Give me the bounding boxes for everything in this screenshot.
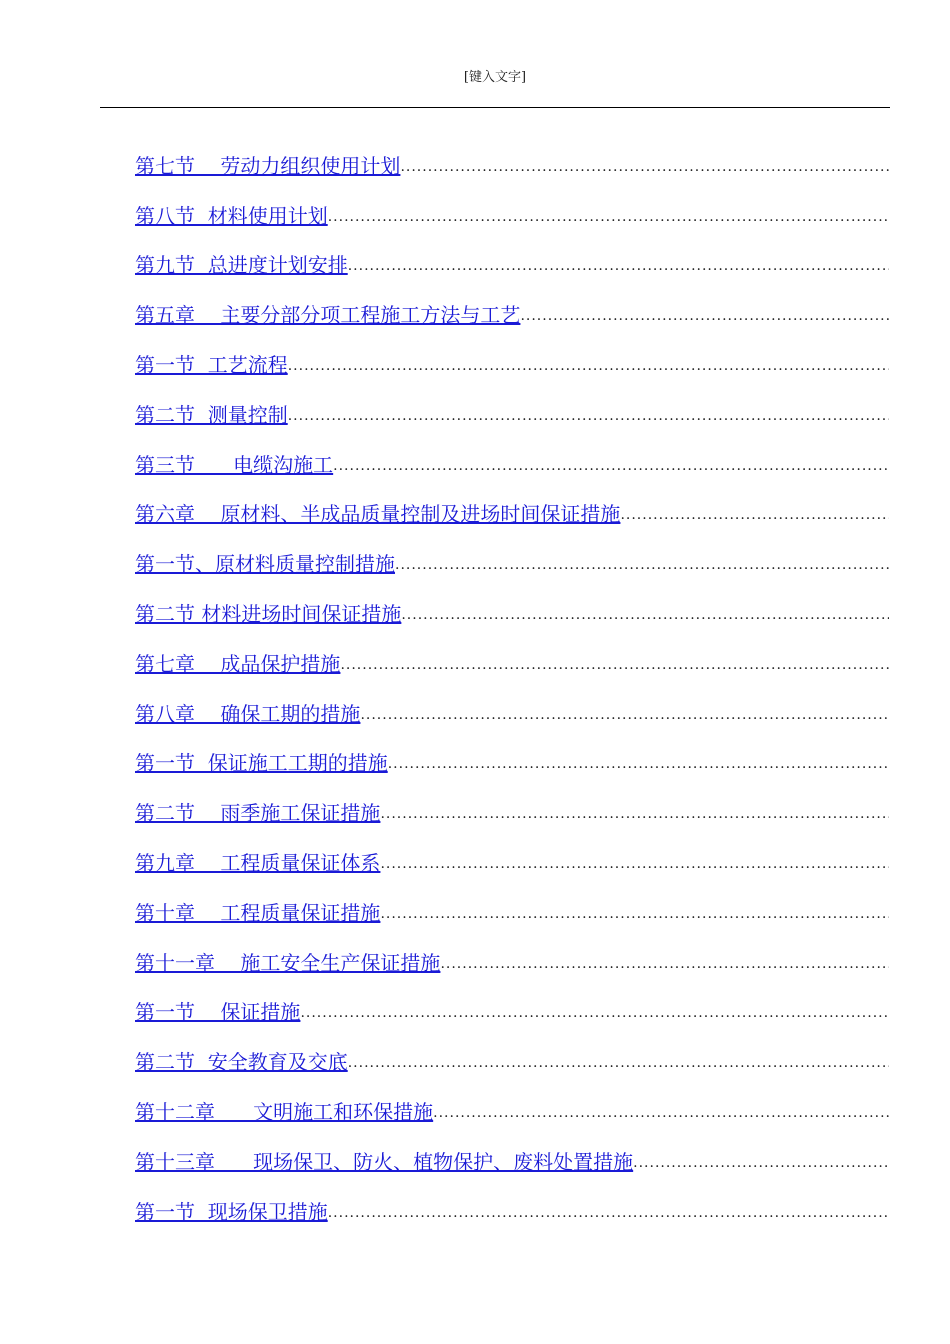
toc-link[interactable]: 第九节 总进度计划安排 [135, 253, 348, 278]
toc-link[interactable]: 第二节 材料进场时间保证措施 [135, 601, 402, 626]
toc-dot-leader [440, 955, 889, 977]
toc-link[interactable]: 第十二章 文明施工和环保措施 [135, 1099, 434, 1124]
toc-link[interactable]: 第六章 原材料、半成品质量控制及进场时间保证措施 [135, 502, 621, 527]
toc-dot-leader [333, 457, 889, 479]
toc-link[interactable]: 第一节 保证措施 [135, 1000, 301, 1025]
table-of-contents [135, 130, 889, 1226]
toc-dot-leader [328, 208, 889, 230]
toc-entry [135, 379, 889, 429]
toc-entry [135, 777, 889, 827]
toc-entry [135, 1076, 889, 1126]
toc-link[interactable]: 第七章 成品保护措施 [135, 651, 341, 676]
toc-entry [135, 479, 889, 529]
toc-dot-leader [433, 1104, 889, 1126]
toc-link[interactable]: 第二节 雨季施工保证措施 [135, 801, 381, 826]
toc-dot-leader [288, 407, 889, 429]
toc-link[interactable]: 第二节 测量控制 [135, 402, 288, 427]
toc-entry [135, 130, 889, 180]
toc-link[interactable]: 第二节 安全教育及交底 [135, 1050, 348, 1075]
toc-dot-leader [300, 1004, 889, 1026]
toc-dot-leader [328, 1204, 889, 1226]
toc-entry [135, 1176, 889, 1226]
toc-link[interactable]: 第一节、原材料质量控制措施 [135, 552, 395, 577]
toc-link[interactable]: 第五章 主要分部分项工程施工方法与工艺 [135, 303, 521, 328]
toc-dot-leader [620, 506, 889, 528]
toc-entry [135, 528, 889, 578]
toc-link[interactable]: 第一节 保证施工工期的措施 [135, 751, 388, 776]
toc-entry [135, 977, 889, 1027]
toc-link[interactable]: 第七节 劳动力组织使用计划 [135, 153, 401, 178]
toc-entry [135, 927, 889, 977]
toc-dot-leader [380, 905, 889, 927]
toc-link[interactable]: 第一节 现场保卫措施 [135, 1199, 328, 1224]
toc-entry [135, 728, 889, 778]
toc-dot-leader [633, 1154, 889, 1176]
toc-dot-leader [360, 706, 889, 728]
toc-link[interactable]: 第九章 工程质量保证体系 [135, 850, 381, 875]
toc-entry [135, 329, 889, 379]
toc-dot-leader [348, 1054, 889, 1076]
toc-dot-leader [395, 556, 889, 578]
toc-link[interactable]: 第三节 电缆沟施工 [135, 452, 334, 477]
toc-entry [135, 578, 889, 628]
toc-entry [135, 877, 889, 927]
toc-link[interactable]: 第八节 材料使用计划 [135, 203, 328, 228]
toc-dot-leader [380, 855, 889, 877]
toc-entry [135, 678, 889, 728]
toc-dot-leader [401, 606, 889, 628]
toc-link[interactable]: 第十章 工程质量保证措施 [135, 900, 381, 925]
page-header: [键入文字] [463, 70, 527, 85]
toc-entry [135, 180, 889, 230]
toc-entry [135, 279, 889, 329]
toc-dot-leader [288, 357, 889, 379]
toc-entry [135, 628, 889, 678]
toc-entry [135, 230, 889, 280]
toc-dot-leader [388, 755, 889, 777]
toc-dot-leader [340, 656, 889, 678]
toc-dot-leader [400, 158, 889, 180]
toc-dot-leader [348, 257, 889, 279]
header-divider [100, 107, 890, 108]
toc-link[interactable]: 第八章 确保工期的措施 [135, 701, 361, 726]
toc-entry [135, 1026, 889, 1076]
toc-entry [135, 429, 889, 479]
toc-dot-leader [520, 307, 889, 329]
toc-link[interactable]: 第十一章 施工安全生产保证措施 [135, 950, 441, 975]
toc-dot-leader [380, 805, 889, 827]
toc-link[interactable]: 第十三章 现场保卫、防火、植物保护、废料处置措施 [135, 1149, 634, 1174]
toc-link[interactable]: 第一节 工艺流程 [135, 352, 288, 377]
toc-entry [135, 827, 889, 877]
toc-entry [135, 1126, 889, 1176]
